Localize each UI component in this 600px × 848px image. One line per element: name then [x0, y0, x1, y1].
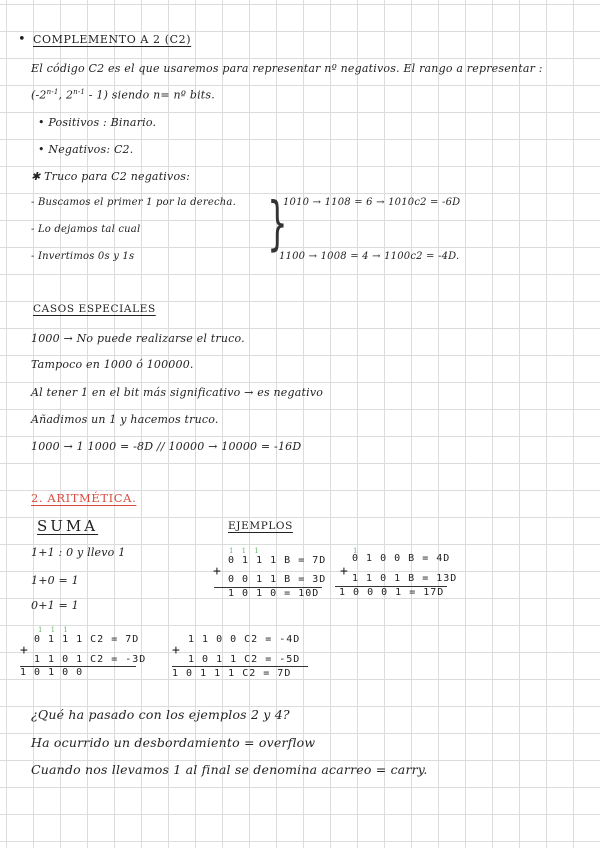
ex1-carry: 1 1 1 — [229, 547, 262, 555]
ex4-row-2: 1 0 1 1 C2 = -5D — [188, 654, 301, 665]
section-title-c2: COMPLEMENTO A 2 (C2) — [33, 33, 192, 46]
truco-example-1: 1010 → 1108 = 6 → 1010c2 = -6D — [283, 197, 461, 208]
ex4-row-1: 1 1 0 0 C2 = -4D — [188, 634, 301, 645]
range-exp-1: n-1 — [46, 88, 59, 96]
ex3-result: 1 0 1 0 0 — [20, 667, 84, 678]
ex3-row-1: 0 1 1 1 C2 = 7D — [34, 634, 140, 645]
ex2-result: 1 0 0 0 1 = 17D — [339, 587, 445, 598]
truco-step-2: - Lo dejamos tal cual — [31, 224, 141, 235]
ex1-row-1: 0 1 1 1 B = 7D — [228, 555, 327, 566]
range-mid: , 2 — [58, 88, 74, 102]
answer-line-1: Ha ocurrido un desbordamiento = overflow — [31, 735, 316, 750]
truco-title: ✱ Truco para C2 negativos: — [31, 170, 191, 183]
casos-line-4: Añadimos un 1 y hacemos truco. — [31, 413, 219, 426]
c2-intro: El código C2 es el que usaremos para representar nº negativos. El rango a representar : — [31, 62, 543, 75]
range-exp-2: n-1 — [73, 88, 86, 96]
truco-step-1: - Buscamos el primer 1 por la derecha. — [31, 197, 236, 208]
suma-rule-2: 1+0 = 1 — [31, 574, 79, 587]
ex2-row-1: 0 1 0 0 B = 4D — [352, 553, 451, 564]
negativos-item: • Negativos: C2. — [38, 143, 134, 156]
ex2-row-2: 1 1 0 1 B = 13D — [352, 573, 458, 584]
ex4-plus: + — [172, 643, 181, 658]
suma-title: SUMA — [37, 517, 99, 535]
suma-rule-3: 0+1 = 1 — [31, 599, 79, 612]
casos-line-3: Al tener 1 en el bit más significativo → es negativo — [31, 386, 324, 399]
question-text: ¿Qué ha pasado con los ejemplos 2 y 4? — [31, 707, 290, 722]
casos-title: CASOS ESPECIALES — [33, 303, 156, 315]
truco-example-2: 1100 → 1008 = 4 → 1100c2 = -4D. — [279, 251, 460, 262]
ex1-result: 1 0 1 0 = 10D — [228, 588, 320, 599]
curly-brace: } — [267, 189, 288, 257]
ex2-carry: 1 — [353, 547, 361, 555]
ex2-plus: + — [340, 564, 349, 579]
casos-line-5: 1000 → 1 1000 = -8D // 10000 → 10000 = -16D — [31, 440, 302, 453]
ex3-carry: 1 1 1 — [38, 626, 71, 634]
suma-rule-1: 1+1 : 0 y llevo 1 — [31, 546, 126, 559]
bullet: • — [18, 32, 27, 47]
ex4-result: 1 0 1 1 1 C2 = 7D — [172, 668, 292, 679]
answer-line-2: Cuando nos llevamos 1 al final se denomina acarreo = carry. — [31, 762, 428, 777]
positivos-item: • Positivos : Binario. — [38, 116, 157, 129]
range-suffix: - 1) siendo n= nº bits. — [88, 88, 215, 102]
casos-line-2: Tampoco en 1000 ó 100000. — [31, 358, 194, 371]
ex1-plus: + — [213, 564, 222, 579]
c2-range — [31, 88, 215, 102]
range-prefix: (-2 — [31, 88, 47, 102]
aritmetica-title: 2. ARITMÉTICA. — [31, 491, 137, 505]
ex1-row-2: 0 0 1 1 B = 3D — [228, 574, 327, 585]
ex3-plus: + — [20, 643, 29, 658]
ejemplos-title: EJEMPLOS — [228, 520, 293, 532]
casos-line-1: 1000 → No puede realizarse el truco. — [31, 332, 245, 345]
ex4-sum-line — [172, 666, 308, 667]
ex3-row-2: 1 1 0 1 C2 = -3D — [34, 654, 147, 665]
truco-step-3: - Invertimos 0s y 1s — [31, 251, 135, 262]
